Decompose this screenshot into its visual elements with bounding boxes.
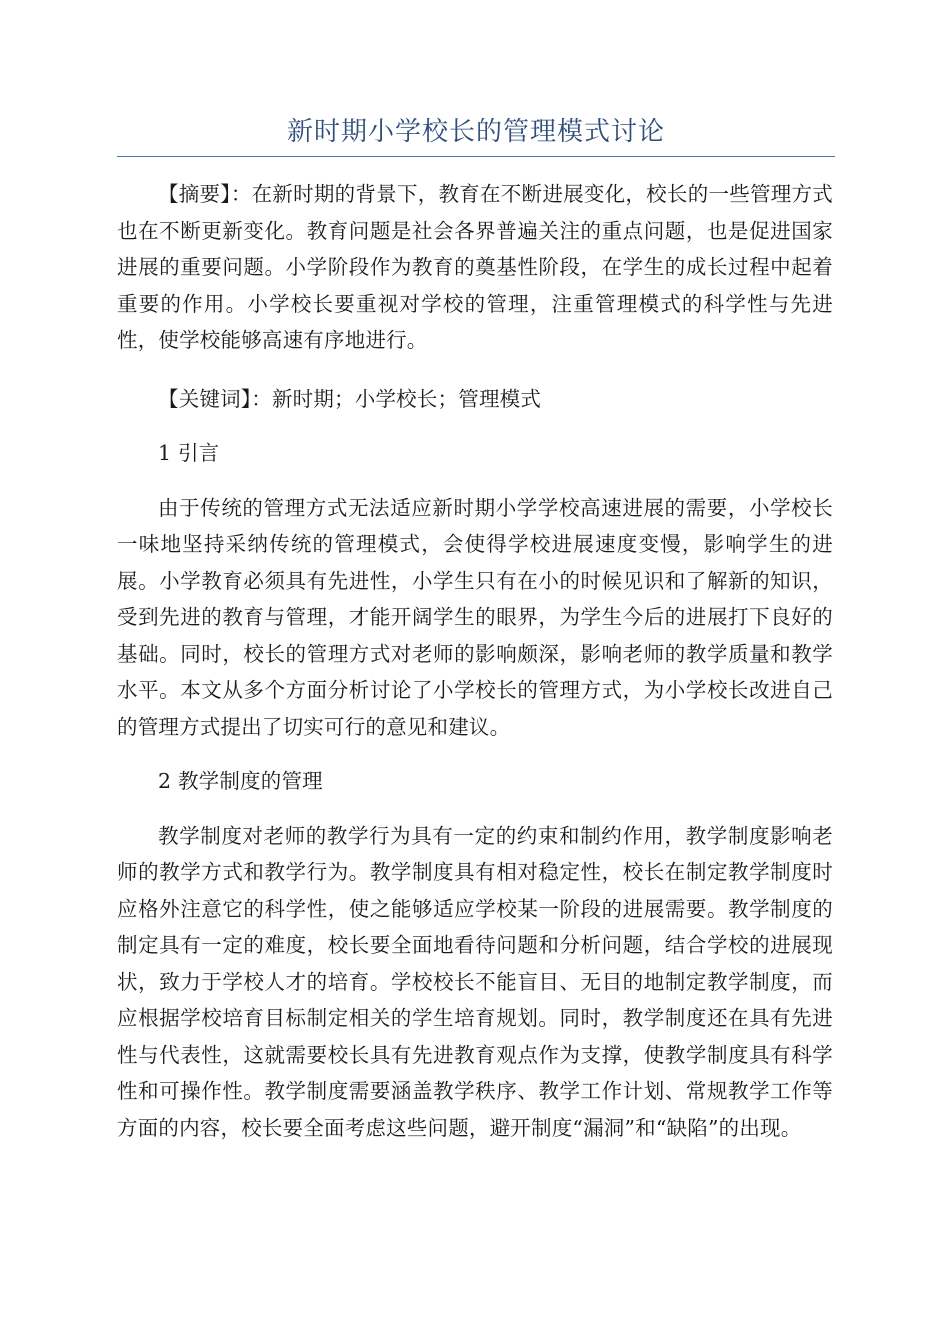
document-title: 新时期小学校长的管理模式讨论 bbox=[286, 117, 665, 147]
section-2-paragraph: 教学制度对老师的教学行为具有一定的约束和制约作用，教学制度影响老师的教学方式和教学行为。教学制度具有相对稳定性，校长在制定教学制度时应格外注意它的科学性，使之能够适应学校某一阶段的进展需要。教学制度的制定具有一定的难度，校长要全面地看待问题和分析问题，结合学校的进展现状，致力于学校人才的培育。学校校长不能盲目、无目的地制定教学制度，而应根据学校培育目标制定相关的学生培育规划。同时，教学制度还在具有先进性与代表性，这就需要校长具有先进教育观点作为支撑，使教学制度具有科学性和可操作性。教学制度需要涵盖教学秩序、教学工作计划、常规教学工作等方面的内容，校长要全面考虑这些问题，避开制度“漏洞”和“缺陷”的出现。 bbox=[117, 823, 833, 1140]
section-2-heading: 2 教学制度的管理 bbox=[158, 769, 323, 793]
section-1-heading: 1 引言 bbox=[158, 441, 220, 465]
title-block bbox=[117, 112, 835, 157]
section-1-paragraph: 由于传统的管理方式无法适应新时期小学学校高速进展的需要，小学校长一味地坚持采纳传统的管理模式，会使得学校进展速度变慢，影响学生的进展。小学教育必须具有先进性，小学生只有在小的时候见识和了解新的知识，受到先进的教育与管理，才能开阔学生的眼界，为学生今后的进展打下良好的基础。同时，校长的管理方式对老师的影响颇深，影响老师的教学质量和教学水平。本文从多个方面分析讨论了小学校长的管理方式，为小学校长改进自己的管理方式提出了切实可行的意见和建议。 bbox=[117, 495, 833, 739]
keywords-line: 【关键词】：新时期；小学校长；管理模式 bbox=[158, 386, 542, 411]
abstract-paragraph: 【摘要】：在新时期的背景下，教育在不断进展变化，校长的一些管理方式也在不断更新变化。教育问题是社会各界普遍关注的重点问题，也是促进国家进展的重要问题。小学阶段作为教育的奠基性阶段，在学生的成长过程中起着重要的作用。小学校长要重视对学校的管理，注重管理模式的科学性与先进性，使学校能够高速有序地进行。 bbox=[117, 182, 833, 352]
document-body bbox=[117, 176, 833, 1164]
